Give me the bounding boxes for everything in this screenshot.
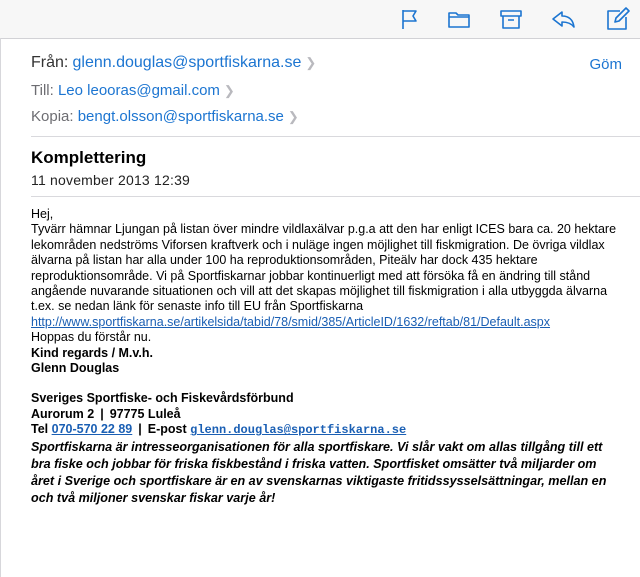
archive-icon[interactable] — [498, 6, 524, 32]
message-subject: Komplettering — [31, 148, 147, 167]
header-divider — [31, 136, 640, 137]
to-label: Till: — [31, 82, 54, 99]
greeting: Hej, — [31, 207, 54, 221]
cc-row — [31, 108, 299, 125]
from-address[interactable]: glenn.douglas@sportfiskarna.se — [72, 54, 302, 71]
sender-name: Glenn Douglas — [31, 361, 120, 376]
closing-line: Hoppas du förstår nu. — [31, 330, 152, 345]
signature-org: Sveriges Sportfiske- och Fiskevårdsförbund — [31, 391, 294, 406]
from-row — [31, 54, 316, 72]
address-street: Aurorum 2 — [31, 406, 95, 421]
message-body — [31, 207, 621, 507]
chevron-right-icon: ❯ — [305, 55, 317, 70]
to-row — [31, 82, 235, 99]
body-paragraph: Tyvärr hämnar Ljungan på listan över mindre vildlaxälvar p.g.a att den har enligt ICES bara ca. 20 hektare lekområden nedströms Viforsen kraftverk och i nuläge ingen möjlighet till fiskmigration. De övriga vildlax älvarna på listan har alla under 100 ha reproduktionsområden, Piteälv har dock 435 hektare reproduktionsområde. Vi på Sportfiskarnar jobbar kontinuerligt med att försöka få en ändring till stånd angående nuvarande situationen och vill att det skapas möjlighet till fiskmigration i alla utbyggda älvarna t.ex. se nedan länk för senaste info till EU från Sportfiskarna — [31, 222, 617, 314]
regards-line: Kind regards / M.v.h. — [31, 345, 154, 360]
flag-icon[interactable] — [396, 6, 422, 32]
reply-icon[interactable] — [550, 6, 576, 32]
message-date: 11 november 2013 12:39 — [31, 172, 191, 188]
address-city: 97775 Luleå — [109, 406, 181, 421]
tel-label: Tel — [31, 422, 49, 437]
cc-address[interactable]: bengt.olsson@sportfiskarna.se — [77, 108, 284, 125]
signature-address: Aurorum 2 | 97775 Luleå — [31, 406, 181, 421]
folder-icon[interactable] — [446, 6, 472, 32]
compose-icon[interactable] — [604, 6, 630, 32]
email-label: E-post — [147, 422, 187, 437]
signature — [31, 391, 621, 438]
phone-link[interactable]: 070-570 22 89 — [51, 422, 133, 437]
hide-details-button[interactable]: Göm — [589, 56, 622, 73]
to-address[interactable]: Leo leooras@gmail.com — [57, 82, 220, 99]
mail-toolbar — [0, 0, 640, 39]
email-link[interactable]: glenn.douglas@sportfiskarna.se — [190, 423, 407, 438]
article-link[interactable]: http://www.sportfiskarna.se/artikelsida/tabid/78/smid/385/ArticleID/1632/reftab/81/Default.aspx — [31, 314, 551, 329]
signature-contact: Tel 070-570 22 89 | E-post glenn.douglas@sportfiskarna.se — [31, 422, 407, 438]
from-label: Från: — [31, 54, 69, 71]
chevron-right-icon: ❯ — [287, 109, 299, 124]
body-divider — [31, 196, 640, 197]
signature-tagline: Sportfiskarna är intresseorganisationen för alla sportfiskare. Vi slår vakt om allas tillgång till ett bra fiske och jobbar för friska fiskbestånd i friska vatten. Sportfisket omsätter två miljarder om året i Sverige och sportfiskare är en av svenskarnas viktigaste fritidssysselsättningar, mellan en och två miljoner svenskar fiskar varje år! — [31, 439, 607, 505]
pane-divider — [0, 38, 1, 577]
cc-label: Kopia: — [31, 108, 74, 125]
chevron-right-icon: ❯ — [223, 83, 235, 98]
